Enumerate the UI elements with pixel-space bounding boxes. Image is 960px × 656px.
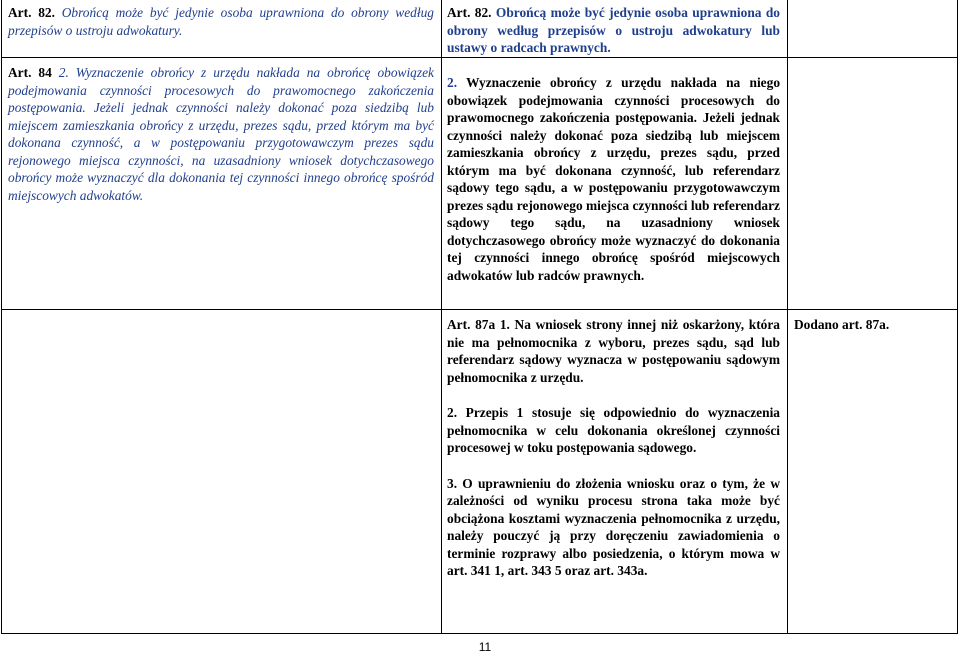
column-divider-2 <box>787 0 788 634</box>
table-border-left <box>1 0 2 634</box>
paragraph-number: 2. <box>447 75 458 90</box>
row3-new-text <box>447 316 780 580</box>
article-text: Wyznaczenie obrońcy z urzędu nakłada na niego obowiązek podejmowania czynności procesowych do prawomocnego zakończenia postępowania. Jeżeli jednak czynności należy dokonać poza siedzibą lub miejscem zamieszkania obrońcy z urzędu, prezes sądu, przed którym ma być dokonana czynność, lub referendarz sądowy tego sądu, a w postępowaniu przygotowawczym prezes sądu rejonowego miejsca czynności lub referendarz sądowy tego sądu, na uzasadniony wniosek dotychczasowego obrońcy może wyznaczyć do dokonania tej czynności innego obrońcę spośród miejscowych adwokatów lub radców prawnych. <box>447 75 781 283</box>
article-text: 2. Wyznaczenie obrońcy z urzędu nakłada na obrońcę obowiązek podejmowania czynności procesowych do prawomocnego zakończenia postępowania. Jeżeli jednak czynności należy dokonać poza siedzibą lub miejscem zamieszkania obrońcy z urzędu, prezes sądu, przed którym ma być dokonana czynność, a w postępowaniu przygotowawczym prezes sądu rejonowego miejsca czynności, na uzasadniony wniosek dotychczasowego obrońcy może wyznaczyć dla dokonania tej czynności innego obrońcę spośród miejscowych adwokatów. <box>8 65 434 203</box>
table-border-right <box>957 0 958 634</box>
row2-old-text <box>8 64 434 204</box>
row-divider-1 <box>1 57 958 58</box>
article-ref: Art. 82. <box>447 5 492 20</box>
paragraph-1: Art. 87a 1. Na wniosek strony innej niż oskarżony, która nie ma pełnomocnika z wyboru, prezes sądu, sąd lub referendarz sądowy wyznacza w postępowaniu sądowym pełnomocnika z urzędu. <box>447 317 780 385</box>
column-divider-1 <box>441 0 442 634</box>
row2-new-text <box>447 74 780 284</box>
article-ref: Art. 84 <box>8 65 52 80</box>
table-border-bottom <box>1 633 958 634</box>
paragraph-2: 2. Przepis 1 stosuje się odpowiednio do wyznaczenia pełnomocnika w celu dokonania określonej czynności procesowej w toku postępowania sądowego. <box>447 405 780 455</box>
row1-new-text <box>447 4 780 57</box>
article-ref: Art. 82. <box>8 5 55 20</box>
paragraph-3: 3. O uprawnieniu do złożenia wniosku oraz o tym, że w zależności od wyniku procesu strona taka może być obciążona kosztami wyznaczenia pełnomocnika z urzędu, należy pouczyć ją przy doręczeniu zawiadomienia o terminie rozprawy albo posiedzenia, o którym mowa w art. 341 1, art. 343 5 oraz art. 343a. <box>447 475 780 578</box>
row1-old-text <box>8 4 434 39</box>
row3-comment <box>794 316 954 334</box>
article-text: Obrońcą może być jedynie osoba uprawniona do obrony według przepisów o ustroju adwokatury lub ustawy o radcach prawnych. <box>447 5 780 55</box>
page-number: 11 <box>478 640 492 654</box>
row-divider-2 <box>1 309 958 310</box>
article-text: Obrońcą może być jedynie osoba uprawniona do obrony według przepisów o ustroju adwokatury. <box>8 5 434 38</box>
comment-text: Dodano art. 87a. <box>794 317 890 332</box>
